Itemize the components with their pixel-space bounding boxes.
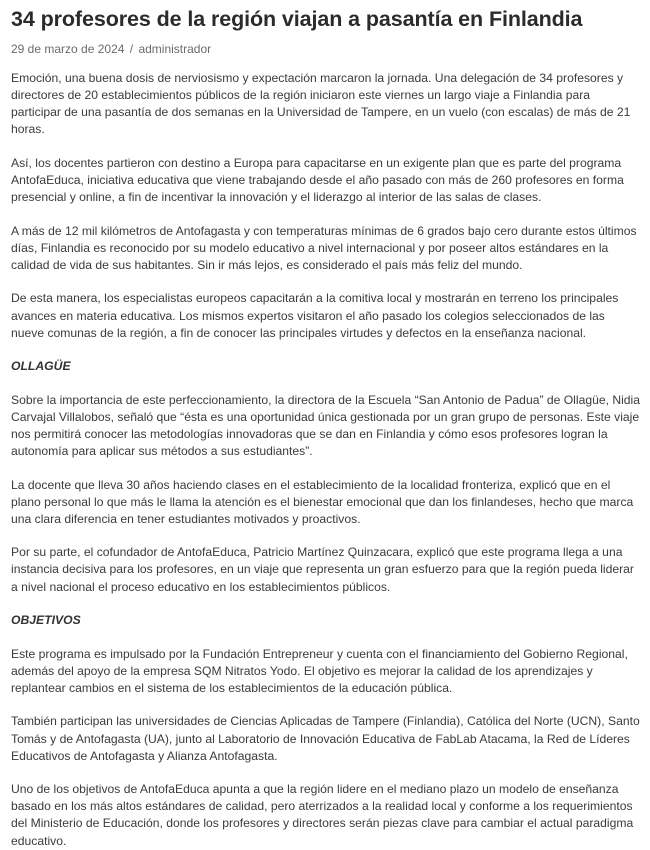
author-link[interactable]: administrador [138,42,212,56]
paragraph: Este programa es impulsado por la Fundación Entrepreneur y cuenta con el financiamiento del Gobierno Regional, además del apoyo de la empresa SQM Nitratos Yodo. El objetivo es mejorar la calidad de los aprendizajes y replantear cambios en el sistema de los establecimientos de la educación pública. [11,646,628,695]
paragraph: Así, los docentes partieron con destino a Europa para capacitarse en un exigente plan que es parte del programa AntofaEduca, iniciativa educativa que viene trabajando desde el año pasado con más de 260 profesores en forma presencial y online, a fin de incentivar la innovación y el liderazgo al interior de las salas de clases. [11,155,624,205]
paragraph: De esta manera, los especialistas europeos capacitarán a la comitiva local y mostrarán en terreno los principales avances en materia educativa. Los mismos expertos visitaron el año pasado los colegios seleccionados de las nueve comunas de la región, a fin de conocer las principales virtudes y defectos en la enseñanza nacional. [11,291,619,340]
paragraph: También participan las universidades de Ciencias Aplicadas de Tampere (Finlandia), Católica del Norte (UCN), Santo Tomás y de Antofagasta (UA), junto al Laboratorio de Innovación Educativa de FabLab Atacama, la Red de Líderes Educativos de Antofagasta y Alianza Antofagasta. [11,714,640,763]
post-date-link[interactable]: 29 de marzo de 2024 [11,42,125,56]
section-heading-ollague: OLLAGÜE [11,359,71,374]
section-heading-objetivos: OBJETIVOS [11,613,81,628]
paragraph: Emoción, una buena dosis de nerviosismo y expectación marcaron la jornada. Una delegación de 34 profesores y directores de 20 establecimientos públicos de la región iniciaron este viernes un largo viaje a Finlandia para participar de una pasantía de dos semanas en la Universidad de Tampere, en un vuelo (con escalas) de más de 21 horas. [11,71,631,137]
paragraph: La docente que lleva 30 años haciendo clases en el establecimiento de la localidad fronteriza, explicó que en el plano personal lo que más le llama la atención es el bienestar emocional que dan los finlandeses, hecho que marca una clara diferencia en tener estudiantes motivados y proactivos. [11,477,634,526]
meta-separator: / [129,42,134,56]
article-title: 34 profesores de la región viajan a pasantía en Finlandia [11,7,583,31]
article-meta [11,42,640,56]
paragraph: Por su parte, el cofundador de AntofaEduca, Patricio Martínez Quinzacara, explicó que este programa llega a una instancia decisiva para los profesores, en un viaje que representa un gran esfuerzo para que la región pueda liderar a nivel nacional el proceso educativo en los establecimientos públicos. [11,545,634,594]
paragraph: Uno de los objetivos de AntofaEduca apunta a que la región lidere en el mediano plazo un modelo de enseñanza basado en los más altos estándares de calidad, pero aterrizados a la realidad local y conforme a los requerimientos del Ministerio de Educación, donde los profesores y directores serán piezas clave para cambiar el actual paradigma educativo. [11,782,634,848]
article-body [11,70,640,850]
paragraph: Sobre la importancia de este perfeccionamiento, la directora de la Escuela “San Antonio de Padua” de Ollagüe, Nidia Carvajal Villalobos, señaló que “ésta es una oportunidad única gestionada por un gran grupo de personas. Este viaje nos permitirá conocer las metodologías innovadoras que se dan en Finlandia y cómo esos profesores logran la autonomía para aplicar sus métodos a sus estudiantes”. [11,392,640,458]
paragraph: A más de 12 mil kilómetros de Antofagasta y con temperaturas mínimas de 6 grados bajo cero durante estos últimos días, Finlandia es reconocido por su modelo educativo a nivel internacional y por poseer altos estándares en la calidad de vida de sus habitantes. Sin ir más lejos, es considerado el país más feliz del mundo. [11,223,637,272]
